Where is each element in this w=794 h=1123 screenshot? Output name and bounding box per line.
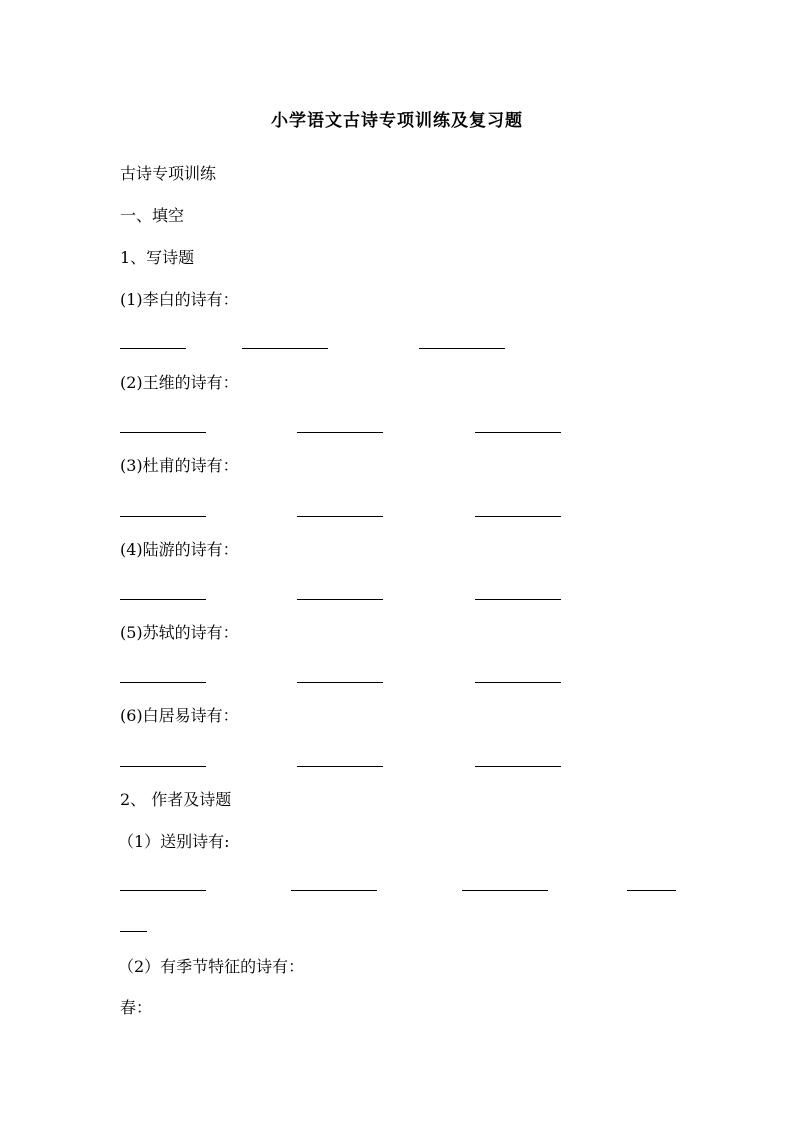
answer-blank[interactable] [297,766,383,767]
question-1-heading: 1、写诗题 [120,248,195,267]
q1-item-luyou: (4)陆游的诗有： [120,540,239,559]
q2-item-seasons: （2）有季节特征的诗有： [118,957,305,976]
answer-blank[interactable] [120,516,206,517]
answer-blank[interactable] [297,516,383,517]
answer-blank[interactable] [120,890,206,891]
answer-blank[interactable] [120,432,206,433]
answer-blank[interactable] [475,599,561,600]
answer-blank[interactable] [419,348,505,349]
answer-blank[interactable] [120,599,206,600]
answer-blank[interactable] [291,890,377,891]
answer-blank-continued[interactable] [120,931,147,932]
section-heading: 一、填空 [120,206,185,225]
q1-item-sushi: (5)苏轼的诗有： [120,623,239,642]
answer-blank[interactable] [297,682,383,683]
answer-blank[interactable] [475,766,561,767]
q1-item-wangwei: (2)王维的诗有： [120,373,239,392]
q1-item-dufu: (3)杜甫的诗有： [120,456,239,475]
answer-blank[interactable] [120,682,206,683]
answer-blank[interactable] [475,682,561,683]
answer-blank[interactable] [475,516,561,517]
subtitle: 古诗专项训练 [120,164,217,183]
answer-blank[interactable] [297,432,383,433]
document-title: 小学语文古诗专项训练及复习题 [271,111,523,131]
answer-blank[interactable] [475,432,561,433]
answer-blank[interactable] [462,890,548,891]
answer-blank[interactable] [120,766,206,767]
question-2-heading: 2、 作者及诗题 [120,790,232,809]
q1-item-baijuyi: (6)白居易诗有： [120,706,239,725]
answer-blank[interactable] [627,890,676,891]
season-spring-label: 春： [120,998,153,1017]
answer-blank[interactable] [120,348,186,349]
q1-item-libai: (1)李白的诗有： [120,290,239,309]
q2-item-farewell: （1）送别诗有: [118,832,230,851]
answer-blank[interactable] [297,599,383,600]
answer-blank[interactable] [242,348,328,349]
